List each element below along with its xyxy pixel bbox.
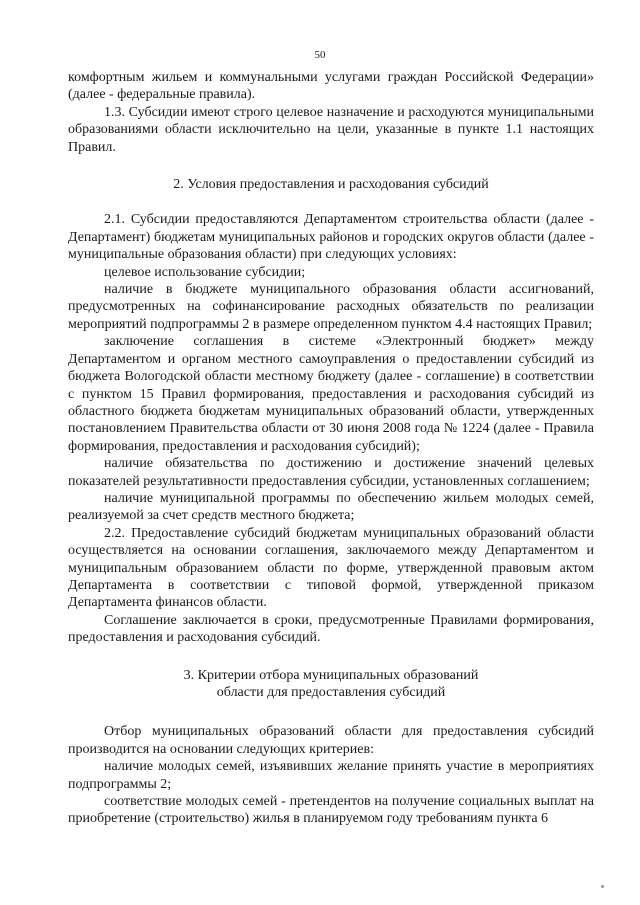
section-3-heading-line-2: области для предоставления субсидий <box>216 685 446 700</box>
paragraph: наличие обязательства по достижению и достижение значений целевых показателей результативности предоставления субсидии, установленных соглашением; <box>68 456 594 489</box>
scan-speck <box>601 885 604 888</box>
paragraph: Соглашение заключается в сроки, предусмотренные Правилами формирования, предоставления и расходования субсидий. <box>68 612 594 646</box>
paragraph: заключение соглашения в системе «Электронный бюджет» между Департаментом и органом местного самоуправления о предоставлении субсидий из бюджета Вологодской области местному бюджету (далее - соглашение) в соответствии с пунктом 15 Правил формирования, предоставления и расходования субсидий из областного бюджета бюджетам муниципальных образований области, утвержденных постановлением Правительства области от 30 июня 2008 года № 1224 (далее - Правила формирования, предоставления и расходования субсидий); <box>68 334 594 454</box>
section-3-heading <box>68 667 594 702</box>
document-body <box>68 69 594 828</box>
paragraph: 1.3. Субсидии имеют строго целевое назначение и расходуются муниципальными образованиями области исключительно на цели, указанные в пункте 1.1 настоящих Правил. <box>68 104 594 155</box>
paragraph: наличие муниципальной программы по обеспечению жильем молодых семей, реализуемой за счет средств местного бюджета; <box>68 490 594 524</box>
paragraph: Отбор муниципальных образований области для предоставления субсидий производится на основании следующих критериев: <box>68 724 594 757</box>
paragraph: 2.2. Предоставление субсидий бюджетам муниципальных образований области осуществляется на основании соглашения, заключаемого между Департаментом и муниципальным образованием области по форме, утвержденной правовым актом Департамента в соответствии с типовой формой, утвержденной приказом Департамента финансов области. <box>68 525 594 611</box>
section-2-heading: 2. Условия предоставления и расходования субсидий <box>173 177 489 193</box>
paragraph: соответствие молодых семей - претендентов на получение социальных выплат на приобретение (строительство) жилья в планируемом году требованиям пункта 6 <box>68 794 594 827</box>
paragraph: комфортным жильем и коммунальными услугами граждан Российской Федерации» (далее - федеральные правила). <box>68 70 594 103</box>
paragraph: наличие молодых семей, изъявивших желание принять участие в мероприятиях подпрограммы 2; <box>68 759 594 792</box>
paragraph: наличие в бюджете муниципального образования области ассигнований, предусмотренных на софинансирование расходных обязательств по реализации мероприятий подпрограммы 2 в размере определенном пунктом 4.4 настоящих Правил; <box>68 282 594 332</box>
paragraph: целевое использование субсидии; <box>104 264 306 280</box>
paragraph: 2.1. Субсидии предоставляются Департаментом строительства области (далее - Департамент) бюджетам муниципальных районов и городских округов области (далее - муниципальные образования области) при следующих условиях: <box>68 212 594 263</box>
page-number: 50 <box>314 49 326 61</box>
section-3-heading-line-1: 3. Критерии отбора муниципальных образований <box>183 667 479 683</box>
